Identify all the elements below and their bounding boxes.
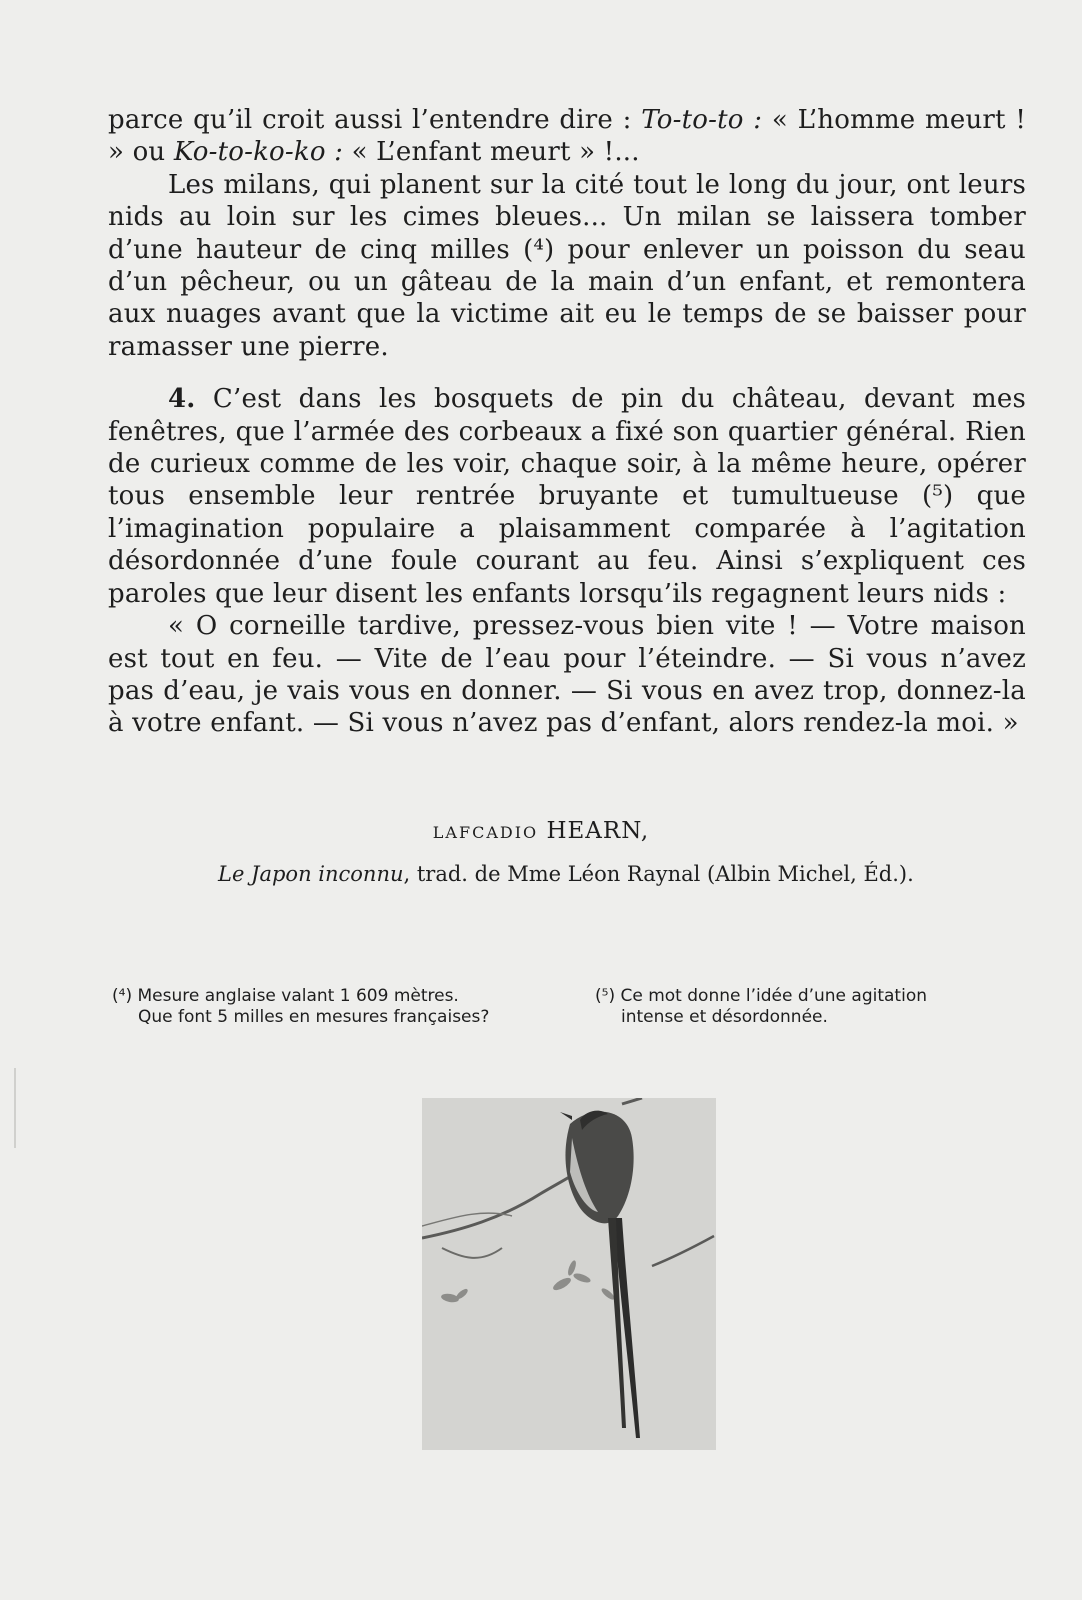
call-to-to: To-to-to :: [641, 105, 763, 135]
footnote-4-line-1: (⁴) Mesure anglaise valant 1 609 mètres.: [112, 986, 459, 1006]
main-text: [108, 104, 1026, 740]
bird-illustration-svg: [422, 1098, 716, 1450]
paragraph-1-mid: « L’homme meurt ! » ou: [108, 105, 1026, 168]
book-title: Le Japon inconnu: [218, 862, 404, 886]
author-first-name: LAFCADIO: [432, 823, 539, 842]
call-ko-to: Ko-to-ko-ko :: [173, 137, 344, 168]
paragraph-2: Les milans, qui planent sur la cité tout le long du jour, ont leurs nids au loin sur les cimes bleues... Un milan se laissera tomber d’une hauteur de cinq milles (⁴) pour enlever un poisson du seau d’un pêcheur, ou un gâteau de la main d’un enfant, et remontera aux nuages avant que la victime ait eu le temps de se baisser pour ramasser une pierre.: [108, 169, 1026, 362]
book-details: , trad. de Mme Léon Raynal (Albin Michel, Éd.).: [403, 862, 914, 886]
paragraph-1-suffix: « L’enfant meurt » !...: [343, 137, 640, 168]
footnote-4: [112, 986, 552, 1028]
section-gap: [108, 363, 1026, 383]
margin-mark: [14, 1068, 16, 1148]
author-line: [0, 818, 1082, 844]
footnote-5: [595, 986, 1035, 1028]
footnote-5-line-1: (⁵) Ce mot donne l’idée d’une agitation: [595, 986, 927, 1006]
source-citation: [218, 862, 914, 886]
bird-on-branch-illustration: [422, 1098, 716, 1450]
paragraph-1: [108, 104, 1026, 169]
footnote-5-line-2: intense et désordonnée.: [621, 1007, 828, 1027]
section-number: 4.: [168, 384, 196, 415]
section-4-text: C’est dans les bosquets de pin du château, devant mes fenêtres, que l’armée des corbeaux a fixé son quartier général. Rien de curieux comme de les voir, chaque soir, à la même heure, opérer tous ensemble leur rentrée bruyante et tumultueuse (⁵) que l’imagination populaire a plaisamment comparée à l’agitation désordonnée d’une foule courant au feu. Ainsi s’expliquent ces paroles que leur disent les enfants lorsqu’ils regagnent leurs nids :: [108, 384, 1026, 609]
children-quote: « O corneille tardive, pressez-vous bien vite ! — Votre maison est tout en feu. — Vite de l’eau pour l’éteindre. — Si vous n’avez pas d’eau, je vais vous en donner. — Si vous en avez trop, donnez-la à votre enfant. — Si vous n’avez pas d’enfant, alors rendez-la moi. »: [108, 611, 1026, 739]
section-4: [108, 383, 1026, 610]
paragraph-1-prefix: parce qu’il croit aussi l’entendre dire :: [108, 105, 642, 135]
author-last-name: HEARN,: [546, 818, 650, 844]
footnote-4-line-2: Que font 5 milles en mesures françaises?: [138, 1007, 490, 1027]
